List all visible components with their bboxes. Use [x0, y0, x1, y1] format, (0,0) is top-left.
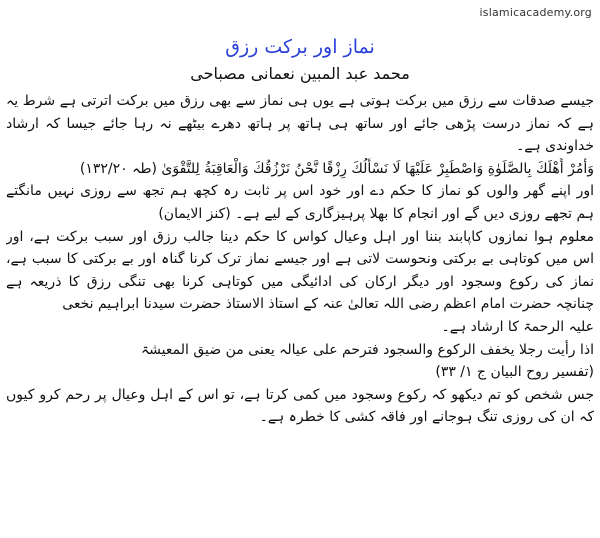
quran-verse-line: وَأْمُرْ أَهْلَكَ بِالصَّلَوٰةِ وَاصْطَبِرْ عَلَيْهَا لَا نَسْأَلُكَ رِزْقًا نَّحْنُ نَرْزُقُكَ وَالْعَاقِبَةُ لِلتَّقْوَىٰ (طہ ۱۳۲/۲۰)	[79, 160, 594, 177]
citation-line: (تفسیر روح البیان ج ۱/ ۳۳)	[435, 364, 594, 381]
text-line: ہم تجھے روزی دیں گے اور انجام کا بھلا پرہیزگاری کے لیے ہے۔ (کنز الایمان)	[158, 205, 594, 222]
article-body	[6, 90, 594, 429]
author-name: محمد عبد المبین نعمانی مصباحی	[190, 64, 410, 83]
text-line: خداوندی ہے۔	[516, 138, 594, 155]
article-title: نماز اور برکت رزق	[225, 36, 375, 58]
text-line: معلوم ہوا نمازوں کاپابند بننا اور اہل وعیال کواس کا حکم دینا جالب رزق اور سبب برکت ہے، اور	[6, 228, 594, 245]
text-line: چنانچہ حضرت امام اعظم رضی اللہ تعالیٰ عنہ کے استاذ الاستاذ حضرت سیدنا ابراہیم نخعی	[62, 296, 594, 313]
text-line: علیہ الرحمۃ کا ارشاد ہے۔	[441, 318, 594, 335]
text-line: نماز کی رکوع وسجود اور دیگر ارکان کی ادائیگی میں کوتاہی کرنا بھی تنگی رزق کا ذریعہ ہے	[6, 273, 594, 290]
text-line: ہے کہ نماز درست پڑھی جائے اور ساتھ ہی ہاتھ پر ہاتھ دھرے بیٹھے نہ رہا جائے جیسا کہ ارشاد	[6, 115, 594, 132]
text-line: اور اپنے گھر والوں کو نماز کا حکم دے اور خود اس پر ثابت رہ کچھ ہم تجھ سے روزی نہیں مانگتے	[6, 183, 594, 200]
text-line: اس میں کوتاہی بے برکتی ونحوست لاتی ہے اور جیسے نماز ترک کرنا گناہ اور بے برکتی کا سبب ہے،	[6, 251, 594, 268]
text-line: جیسے صدقات سے رزق میں برکت ہوتی ہے یوں ہی نماز سے بھی رزق میں برکت اترتی ہے شرط یہ	[6, 93, 594, 109]
arabic-quote-line: اذا رأیت رجلا یخفف الرکوع والسجود فترحم علی عیالہ یعنی من ضیق المعیشۃ	[140, 341, 594, 358]
site-watermark: islamicacademy.org	[479, 6, 592, 19]
text-line: کہ ان کی روزی تنگ ہوجانے اور فاقہ کشی کا خطرہ ہے۔	[259, 409, 594, 426]
text-line: جس شخص کو تم دیکھو کہ رکوع وسجود میں کمی کرتا ہے، تو اس کے اہل وعیال پر رحم کرو کیوں	[6, 386, 594, 403]
